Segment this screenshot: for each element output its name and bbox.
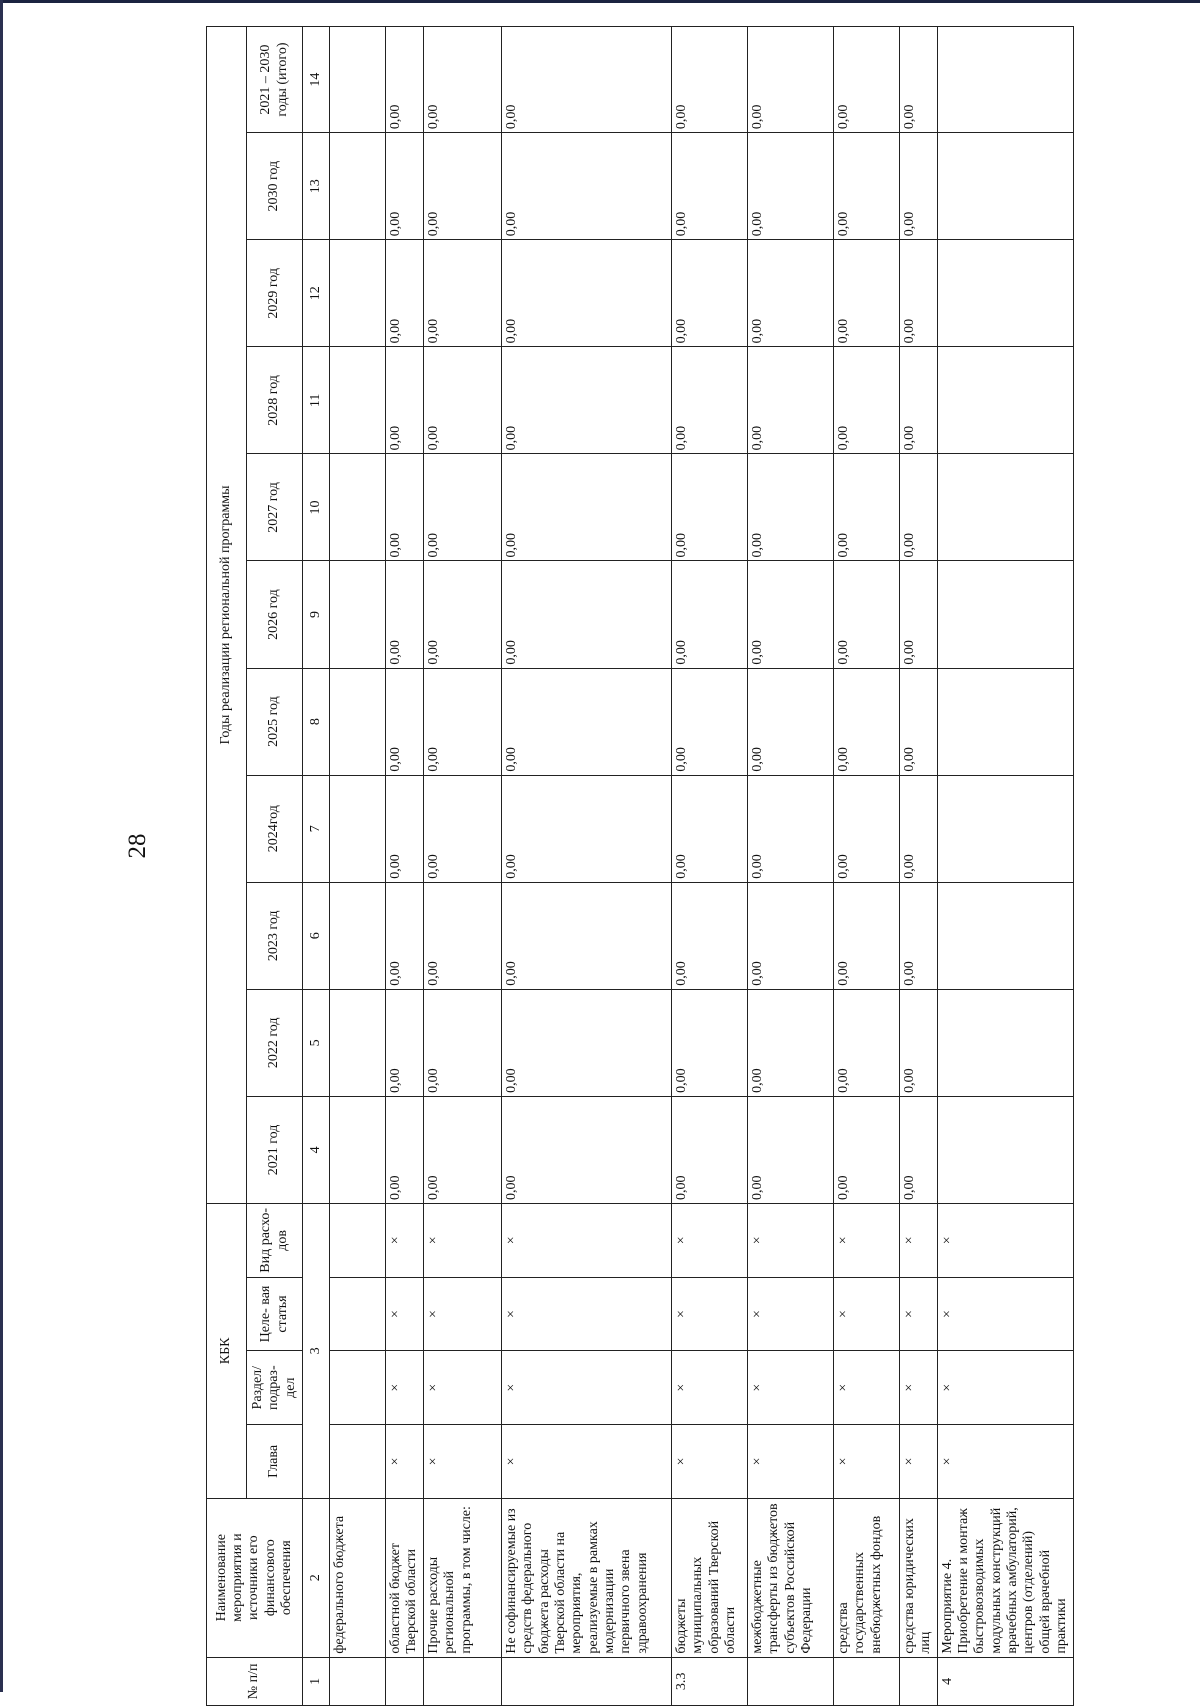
value-cell: 0,00 [423, 240, 501, 347]
value-cell: 0,00 [501, 561, 671, 668]
value-cell: 0,00 [386, 1096, 424, 1203]
table-row [899, 27, 937, 1706]
header-year-col: 2022 год [247, 989, 303, 1096]
column-number-cell: 4 [303, 1096, 330, 1203]
value-cell: 0,00 [899, 240, 937, 347]
value-cell [330, 775, 386, 882]
value-cell: 0,00 [747, 240, 833, 347]
value-cell: 0,00 [671, 240, 747, 347]
value-cell [330, 347, 386, 454]
row-name-cell: межбюджетные трансферты из бюджетов субъектов Российской Федерации [747, 1498, 833, 1657]
table-body [303, 27, 1074, 1706]
header-name: Наименование мероприятия и источники его финансового обеспечения [207, 1498, 303, 1657]
header-kbk-col: Целе- вая статья [247, 1277, 303, 1351]
value-cell: 0,00 [899, 775, 937, 882]
column-number-cell: 14 [303, 27, 330, 133]
value-cell: 0,00 [501, 989, 671, 1096]
value-cell: 0,00 [747, 347, 833, 454]
value-cell: 0,00 [747, 27, 833, 133]
value-cell: 0,00 [833, 775, 899, 882]
value-cell: 0,00 [501, 882, 671, 989]
value-cell: 0,00 [747, 454, 833, 561]
value-cell: 0,00 [747, 882, 833, 989]
row-number-cell: 4 [937, 1657, 1073, 1705]
kbk-cell: × [899, 1351, 937, 1425]
kbk-cell: × [671, 1203, 747, 1277]
value-cell: 0,00 [423, 882, 501, 989]
value-cell: 0,00 [386, 133, 424, 240]
column-number-row [303, 27, 330, 1706]
value-cell: 0,00 [833, 989, 899, 1096]
row-name-cell: Прочие расходы региональной программы, в том числе: [423, 1498, 501, 1657]
kbk-cell [330, 1203, 386, 1277]
value-cell: 0,00 [501, 240, 671, 347]
value-cell: 0,00 [899, 561, 937, 668]
column-number-cell: 9 [303, 561, 330, 668]
column-number-cell: 6 [303, 882, 330, 989]
header-year-col: 2021 год [247, 1096, 303, 1203]
row-number-cell [330, 1657, 386, 1705]
value-cell: 0,00 [423, 989, 501, 1096]
value-cell: 0,00 [386, 561, 424, 668]
value-cell: 0,00 [671, 27, 747, 133]
value-cell: 0,00 [501, 1096, 671, 1203]
value-cell: 0,00 [501, 454, 671, 561]
row-name-cell: бюджеты муниципальных образований Тверской области [671, 1498, 747, 1657]
kbk-cell: × [386, 1351, 424, 1425]
kbk-cell: × [671, 1277, 747, 1351]
table-row [671, 27, 747, 1706]
table-row [501, 27, 671, 1706]
value-cell: 0,00 [423, 133, 501, 240]
value-cell: 0,00 [501, 775, 671, 882]
kbk-cell: × [833, 1351, 899, 1425]
kbk-cell: × [671, 1425, 747, 1499]
table-row [386, 27, 424, 1706]
kbk-cell: × [833, 1277, 899, 1351]
value-cell [937, 775, 1073, 882]
value-cell: 0,00 [899, 454, 937, 561]
header-year-col: 2025 год [247, 668, 303, 775]
sub-header-row [247, 27, 303, 1706]
kbk-cell [330, 1277, 386, 1351]
row-number-cell [423, 1657, 501, 1705]
rotated-table-container [206, 26, 1070, 1706]
header-kbk-col: Раздел/ подраз- дел [247, 1351, 303, 1425]
value-cell: 0,00 [423, 668, 501, 775]
column-number-cell: 12 [303, 240, 330, 347]
kbk-cell [330, 1351, 386, 1425]
value-cell: 0,00 [747, 1096, 833, 1203]
value-cell: 0,00 [671, 882, 747, 989]
scan-edge-left [0, 0, 3, 1692]
value-cell [937, 347, 1073, 454]
value-cell: 0,00 [833, 27, 899, 133]
value-cell [937, 882, 1073, 989]
column-number-cell: 11 [303, 347, 330, 454]
kbk-cell [330, 1425, 386, 1499]
value-cell: 0,00 [423, 1096, 501, 1203]
kbk-cell: × [937, 1277, 1073, 1351]
row-name-cell: Мероприятие 4. Приобретение и монтаж быстровозводимых модульных конструкций врачебных амбулаторий, центров (отделений) общей врачебной практики [937, 1498, 1073, 1657]
value-cell: 0,00 [386, 454, 424, 561]
value-cell: 0,00 [833, 240, 899, 347]
column-number-cell: 8 [303, 668, 330, 775]
kbk-cell: × [501, 1425, 671, 1499]
scan-edge-top [0, 0, 1200, 3]
value-cell: 0,00 [423, 347, 501, 454]
row-number-cell [747, 1657, 833, 1705]
row-number-cell [501, 1657, 671, 1705]
kbk-cell: × [501, 1277, 671, 1351]
kbk-cell: × [833, 1425, 899, 1499]
value-cell: 0,00 [833, 347, 899, 454]
header-year-col: 2027 год [247, 454, 303, 561]
header-year-col: 2030 год [247, 133, 303, 240]
table-header [207, 27, 303, 1706]
value-cell: 0,00 [899, 989, 937, 1096]
value-cell: 0,00 [899, 1096, 937, 1203]
value-cell: 0,00 [833, 1096, 899, 1203]
column-number-cell: 10 [303, 454, 330, 561]
value-cell [937, 561, 1073, 668]
value-cell: 0,00 [423, 775, 501, 882]
value-cell: 0,00 [833, 454, 899, 561]
value-cell [937, 1096, 1073, 1203]
value-cell [330, 1096, 386, 1203]
row-name-cell: Не софинансируемые из средств федерального бюджета расходы Тверской области на мероприятия, реализуемые в рамках модернизации первичного звена здравоохранения [501, 1498, 671, 1657]
value-cell: 0,00 [671, 989, 747, 1096]
value-cell: 0,00 [386, 882, 424, 989]
kbk-cell: × [937, 1203, 1073, 1277]
value-cell [937, 454, 1073, 561]
value-cell: 0,00 [671, 668, 747, 775]
value-cell: 0,00 [386, 27, 424, 133]
kbk-cell: × [833, 1203, 899, 1277]
value-cell: 0,00 [747, 668, 833, 775]
value-cell: 0,00 [747, 775, 833, 882]
value-cell: 0,00 [501, 668, 671, 775]
value-cell: 0,00 [386, 668, 424, 775]
value-cell: 0,00 [833, 668, 899, 775]
value-cell: 0,00 [671, 561, 747, 668]
header-year-col: 2028 год [247, 347, 303, 454]
value-cell: 0,00 [671, 1096, 747, 1203]
column-number-cell: 7 [303, 775, 330, 882]
kbk-cell: × [747, 1425, 833, 1499]
table-row [833, 27, 899, 1706]
column-number-cell: 1 [303, 1657, 330, 1705]
value-cell: 0,00 [899, 668, 937, 775]
value-cell: 0,00 [833, 133, 899, 240]
value-cell: 0,00 [423, 454, 501, 561]
row-number-cell [833, 1657, 899, 1705]
value-cell: 0,00 [899, 882, 937, 989]
value-cell [330, 668, 386, 775]
value-cell: 0,00 [671, 454, 747, 561]
kbk-cell: × [423, 1203, 501, 1277]
header-kbk: КБК [207, 1203, 247, 1498]
value-cell: 0,00 [747, 561, 833, 668]
column-number-cell: 13 [303, 133, 330, 240]
value-cell [330, 989, 386, 1096]
value-cell [937, 27, 1073, 133]
row-number-cell [386, 1657, 424, 1705]
value-cell: 0,00 [423, 27, 501, 133]
value-cell: 0,00 [386, 989, 424, 1096]
header-year-col: 2021 – 2030 годы (итого) [247, 27, 303, 133]
kbk-cell: × [671, 1351, 747, 1425]
value-cell [330, 561, 386, 668]
kbk-cell: × [747, 1203, 833, 1277]
row-number-cell: 3.3 [671, 1657, 747, 1705]
column-number-cell: 5 [303, 989, 330, 1096]
column-number-cell: 3 [303, 1203, 330, 1498]
value-cell [937, 240, 1073, 347]
value-cell [330, 882, 386, 989]
value-cell [937, 989, 1073, 1096]
row-number-cell [899, 1657, 937, 1705]
value-cell [330, 454, 386, 561]
kbk-cell: × [937, 1351, 1073, 1425]
value-cell [937, 668, 1073, 775]
header-year-col: 2024год [247, 775, 303, 882]
kbk-cell: × [423, 1351, 501, 1425]
value-cell: 0,00 [899, 133, 937, 240]
column-number-cell: 2 [303, 1498, 330, 1657]
value-cell [937, 133, 1073, 240]
table-row [423, 27, 501, 1706]
kbk-cell: × [423, 1425, 501, 1499]
kbk-cell: × [747, 1351, 833, 1425]
kbk-cell: × [501, 1203, 671, 1277]
table-row [330, 27, 386, 1706]
header-kbk-col: Глава [247, 1425, 303, 1499]
header-year-col: 2029 год [247, 240, 303, 347]
value-cell: 0,00 [899, 27, 937, 133]
kbk-cell: × [899, 1425, 937, 1499]
kbk-cell: × [501, 1351, 671, 1425]
value-cell: 0,00 [386, 347, 424, 454]
table-row [937, 27, 1073, 1706]
value-cell: 0,00 [671, 347, 747, 454]
value-cell: 0,00 [423, 561, 501, 668]
table-row [747, 27, 833, 1706]
kbk-cell: × [937, 1425, 1073, 1499]
value-cell: 0,00 [386, 775, 424, 882]
row-name-cell: федерального бюджета [330, 1498, 386, 1657]
kbk-cell: × [423, 1277, 501, 1351]
financing-table [206, 26, 1074, 1706]
value-cell: 0,00 [501, 347, 671, 454]
kbk-cell: × [386, 1425, 424, 1499]
value-cell: 0,00 [386, 240, 424, 347]
kbk-cell: × [747, 1277, 833, 1351]
value-cell: 0,00 [899, 347, 937, 454]
kbk-cell: × [899, 1203, 937, 1277]
value-cell: 0,00 [747, 133, 833, 240]
header-year-col: 2026 год [247, 561, 303, 668]
header-num: № п/п [207, 1657, 303, 1705]
value-cell: 0,00 [833, 882, 899, 989]
kbk-cell: × [899, 1277, 937, 1351]
header-years-group: Годы реализации региональной программы [207, 27, 247, 1204]
value-cell: 0,00 [671, 133, 747, 240]
kbk-cell: × [386, 1277, 424, 1351]
kbk-cell: × [386, 1203, 424, 1277]
page-number: 28 [124, 833, 151, 859]
row-name-cell: средства юридических лиц [899, 1498, 937, 1657]
value-cell [330, 133, 386, 240]
header-year-col: 2023 год [247, 882, 303, 989]
row-name-cell: областной бюджет Тверской области [386, 1498, 424, 1657]
value-cell: 0,00 [747, 989, 833, 1096]
header-kbk-col: Вид расхо- дов [247, 1203, 303, 1277]
value-cell [330, 27, 386, 133]
value-cell: 0,00 [501, 133, 671, 240]
row-name-cell: средства государственных внебюджетных фондов [833, 1498, 899, 1657]
value-cell [330, 240, 386, 347]
value-cell: 0,00 [833, 561, 899, 668]
value-cell: 0,00 [501, 27, 671, 133]
value-cell: 0,00 [671, 775, 747, 882]
